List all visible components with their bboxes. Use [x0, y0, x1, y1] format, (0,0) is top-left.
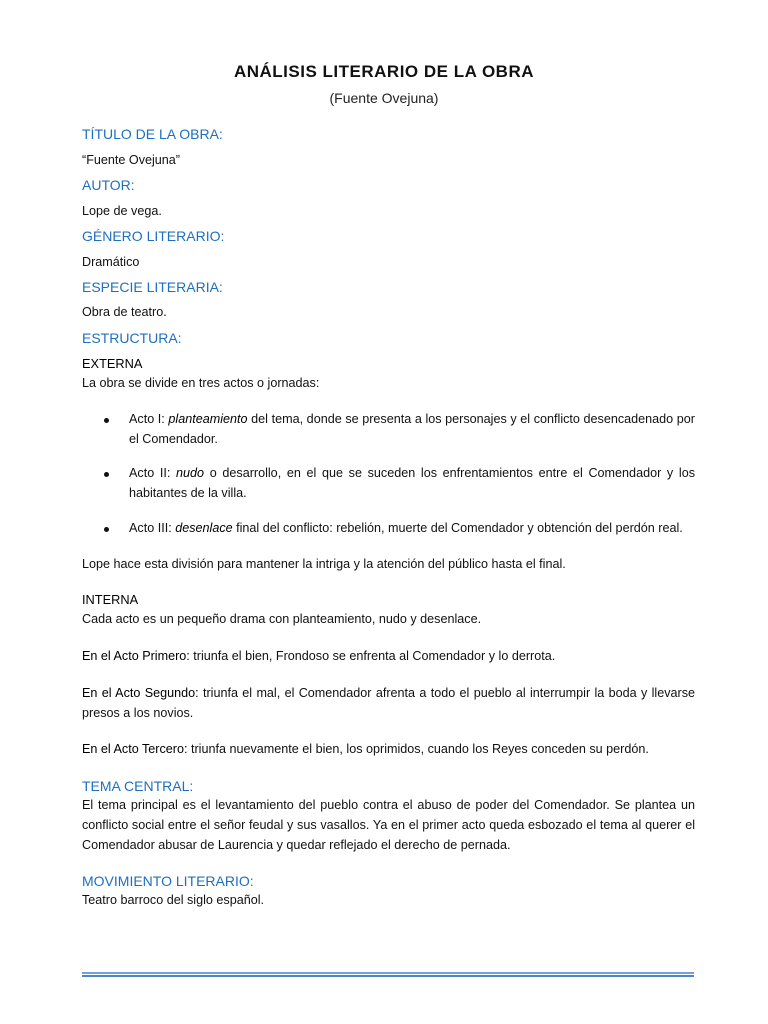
act-paragraph-primero — [82, 646, 695, 666]
act-label: En el Acto Tercero: — [82, 742, 188, 756]
value-movimiento: Teatro barroco del siglo español. — [82, 893, 265, 907]
label-interna: INTERNA — [82, 592, 139, 607]
footer-divider — [82, 972, 694, 977]
act-text: triunfa el mal, el Comendador afrenta a todo el pueblo al interrumpir la boda y llevarse presos a los novios. — [82, 686, 695, 720]
heading-movimiento: MOVIMIENTO LITERARIO: — [82, 873, 254, 889]
bullet-item-acto-3 — [129, 518, 695, 538]
act-label: En el Acto Primero: — [82, 649, 190, 663]
heading-genero: GÉNERO LITERARIO: — [82, 228, 225, 244]
bullet-prefix: Acto II: — [129, 466, 177, 480]
bullet-prefix: Acto III: — [129, 521, 176, 535]
externa-closing: Lope hace esta división para mantener la intriga y la atención del público hasta el final. — [82, 557, 566, 571]
externa-intro: La obra se divide en tres actos o jornadas: — [82, 376, 320, 390]
document-title: ANÁLISIS LITERARIO DE LA OBRA — [233, 62, 535, 81]
bullet-rest: o desarrollo, en el que se suceden los enfrentamientos entre el Comendador y los habitantes de la villa. — [129, 466, 695, 500]
bullet-emphasis: nudo — [176, 466, 205, 480]
value-genero: Dramático — [82, 255, 140, 269]
bullet-emphasis: planteamiento — [168, 412, 248, 426]
act-text: triunfa el bien, Frondoso se enfrenta al Comendador y lo derrota. — [189, 649, 556, 663]
bullet-dot — [104, 527, 109, 532]
act-paragraph-tercero — [82, 739, 695, 759]
bullet-dot — [104, 472, 109, 477]
act-text: triunfa nuevamente el bien, los oprimidos, cuando los Reyes conceden su perdón. — [187, 742, 649, 756]
bullet-prefix: Acto I: — [129, 412, 169, 426]
label-externa: EXTERNA — [82, 356, 143, 371]
heading-tema: TEMA CENTRAL: — [82, 778, 194, 794]
value-autor: Lope de vega. — [82, 204, 162, 218]
bullet-dot — [104, 418, 109, 423]
document-subtitle: (Fuente Ovejuna) — [329, 90, 439, 106]
heading-estructura: ESTRUCTURA: — [82, 330, 182, 346]
bullet-emphasis: desenlace — [175, 521, 233, 535]
heading-titulo: TÍTULO DE LA OBRA: — [82, 126, 223, 142]
value-tema: El tema principal es el levantamiento del pueblo contra el abuso de poder del Comendador. Se plantea un conflicto social entre el señor feudal y sus vasallos. Ya en el primer acto queda esbozado el tema al querer el Comendador abusar de Laurencia y quedar reflejado el derecho de pernada. — [82, 798, 695, 852]
heading-autor: AUTOR: — [82, 177, 135, 193]
bullet-item-acto-2 — [129, 463, 695, 503]
bullet-item-acto-1 — [129, 409, 695, 449]
heading-especie: ESPECIE LITERARIA: — [82, 279, 223, 295]
value-titulo: “Fuente Ovejuna” — [82, 153, 181, 167]
value-especie: Obra de teatro. — [82, 305, 167, 319]
act-label: En el Acto Segundo: — [82, 686, 199, 700]
act-paragraph-segundo — [82, 683, 695, 723]
bullet-rest: final del conflicto: rebelión, muerte del Comendador y obtención del perdón real. — [232, 521, 683, 535]
bullet-rest: del tema, donde se presenta a los personajes y el conflicto desencadenado por el Comendador. — [129, 412, 695, 446]
interna-intro: Cada acto es un pequeño drama con planteamiento, nudo y desenlace. — [82, 612, 482, 626]
